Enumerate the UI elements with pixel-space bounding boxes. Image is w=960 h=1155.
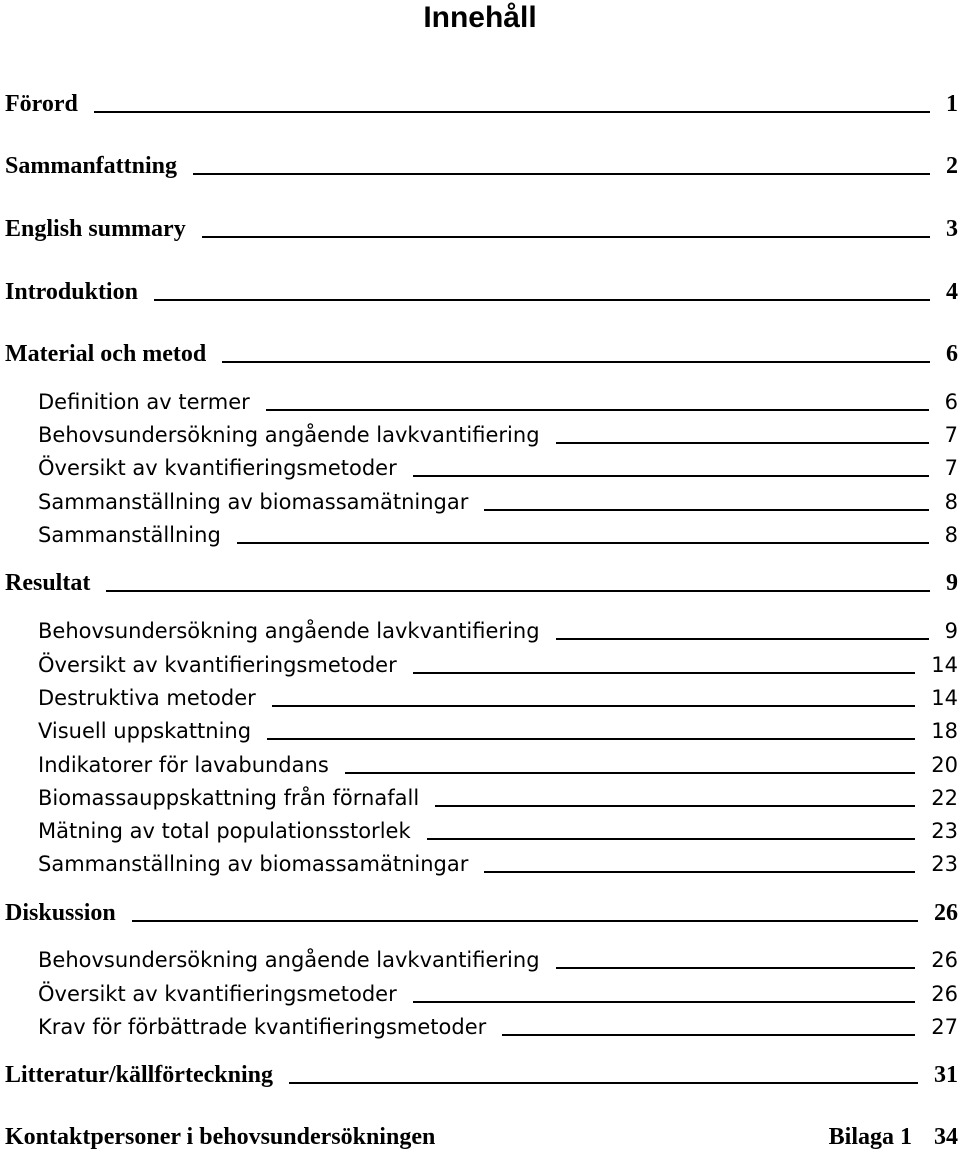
toc-subentry[interactable] <box>38 420 960 450</box>
toc-entry[interactable] <box>5 568 960 598</box>
toc-entry-label: Behovsundersökning angående lavkvantifiering <box>38 948 540 972</box>
toc-leader-line <box>106 590 930 592</box>
toc-entry-page: 34 <box>934 1124 958 1150</box>
toc-entry[interactable] <box>5 151 960 181</box>
toc-entry-label: Introduktion <box>5 279 138 305</box>
toc-subentry[interactable] <box>38 683 960 713</box>
toc-entry-page: 22 <box>931 786 958 810</box>
toc-entry-label: Destruktiva metoder <box>38 686 256 710</box>
toc-leader-line <box>556 638 929 640</box>
toc-entry-page: 14 <box>931 686 958 710</box>
toc-leader-line <box>435 805 915 807</box>
toc-entry-page: 4 <box>946 279 958 305</box>
toc-subentry[interactable] <box>38 849 960 879</box>
toc-entry-label: Definition av termer <box>38 390 250 414</box>
toc-leader-line <box>427 838 915 840</box>
toc-entry[interactable] <box>5 898 960 928</box>
toc-entry-label: Förord <box>5 91 78 117</box>
toc-entry-page: 14 <box>931 653 958 677</box>
toc-entry[interactable] <box>5 339 960 369</box>
toc-leader-line <box>222 361 930 363</box>
toc-entry-page: 23 <box>931 819 958 843</box>
toc-entry-label: Översikt av kvantifieringsmetoder <box>38 456 397 480</box>
toc-leader-line <box>413 1001 915 1003</box>
toc-leader-line <box>484 871 915 873</box>
toc-entry-page: 2 <box>946 153 958 179</box>
toc-entry-label: Visuell uppskattning <box>38 719 252 743</box>
toc-entry-label: Sammanställning av biomassamätningar <box>38 852 469 876</box>
toc-leader-line <box>484 509 929 511</box>
toc-subentry[interactable] <box>38 520 960 550</box>
toc-entry-label: Diskussion <box>5 900 116 926</box>
toc-entry-label: Kontaktpersoner i behovsundersökningen <box>5 1124 436 1150</box>
toc-leader-line <box>202 236 930 238</box>
toc-leader-line <box>237 542 929 544</box>
toc-entry-label: Resultat <box>5 570 91 596</box>
toc-entry-label: Litteratur/källförteckning <box>5 1062 273 1088</box>
toc-entry-label: Sammanställning av biomassamätningar <box>38 490 469 514</box>
toc-entry-label: Biomassauppskattning från förnafall <box>38 786 420 810</box>
toc-entry-label: Behovsundersökning angående lavkvantifiering <box>38 423 540 447</box>
toc-leader-line <box>413 475 929 477</box>
toc-entry-page: 26 <box>934 900 958 926</box>
toc-entry-page: 18 <box>931 719 958 743</box>
toc-subentry[interactable] <box>38 979 960 1009</box>
toc-entry-page: 9 <box>944 619 958 643</box>
toc-subentry[interactable] <box>38 716 960 746</box>
toc-leader-line <box>345 772 915 774</box>
toc-entry-appendix[interactable] <box>5 1122 960 1152</box>
toc-entry[interactable] <box>5 277 960 307</box>
toc-leader-line <box>154 299 930 301</box>
toc-entry-page: 3 <box>946 216 958 242</box>
toc-subentry[interactable] <box>38 453 960 483</box>
page-title: Innehåll <box>423 1 537 34</box>
toc-leader-line <box>556 442 929 444</box>
toc-entry-page: 23 <box>931 852 958 876</box>
toc-entry-label: Mätning av total populationsstorlek <box>38 819 411 843</box>
toc-appendix-label: Bilaga 1 <box>828 1124 912 1150</box>
toc-entry[interactable] <box>5 1060 960 1090</box>
toc-subentry[interactable] <box>38 750 960 780</box>
toc-entry[interactable] <box>5 89 960 119</box>
toc-leader-line <box>266 409 929 411</box>
toc-entry-label: Behovsundersökning angående lavkvantifiering <box>38 619 540 643</box>
toc-entry-label: Sammanställning <box>38 523 221 547</box>
toc-entry-label: Indikatorer för lavabundans <box>38 753 329 777</box>
toc-leader-line <box>502 1034 915 1036</box>
toc-entry-page: 26 <box>931 948 958 972</box>
toc-subentry[interactable] <box>38 945 960 975</box>
toc-leader-line <box>94 111 930 113</box>
toc-entry-label: Material och metod <box>5 341 207 367</box>
toc-subentry[interactable] <box>38 1012 960 1042</box>
toc-leader-line <box>556 967 915 969</box>
toc-entry-page: 6 <box>946 341 958 367</box>
toc-entry-page: 6 <box>944 390 958 414</box>
toc-entry-label: Översikt av kvantifieringsmetoder <box>38 982 397 1006</box>
toc-entry-page: 7 <box>944 423 958 447</box>
toc-entry[interactable] <box>5 214 960 244</box>
toc-entry-label: Översikt av kvantifieringsmetoder <box>38 653 397 677</box>
toc-leader-line <box>132 920 918 922</box>
toc-leader-line <box>413 672 915 674</box>
toc-entry-page: 26 <box>931 982 958 1006</box>
toc-leader-line <box>267 738 915 740</box>
toc-entry-label: Krav för förbättrade kvantifieringsmetoder <box>38 1015 487 1039</box>
toc-entry-page: 8 <box>944 523 958 547</box>
toc-leader-line <box>193 173 930 175</box>
toc-subentry[interactable] <box>38 650 960 680</box>
toc-leader-line <box>289 1082 918 1084</box>
toc-entry-page: 8 <box>944 490 958 514</box>
toc-entry-page: 9 <box>946 570 958 596</box>
toc-entry-label: Sammanfattning <box>5 153 178 179</box>
toc-entry-page: 27 <box>931 1015 958 1039</box>
toc-entry-page: 20 <box>931 753 958 777</box>
toc-subentry[interactable] <box>38 616 960 646</box>
toc-entry-page: 1 <box>946 91 958 117</box>
toc-entry-page: 31 <box>934 1062 958 1088</box>
toc-entry-label: English summary <box>5 216 186 242</box>
toc-subentry[interactable] <box>38 783 960 813</box>
toc-entry-page: 7 <box>944 456 958 480</box>
toc-leader-line <box>272 705 915 707</box>
toc-subentry[interactable] <box>38 816 960 846</box>
toc-subentry[interactable] <box>38 387 960 417</box>
toc-subentry[interactable] <box>38 487 960 517</box>
